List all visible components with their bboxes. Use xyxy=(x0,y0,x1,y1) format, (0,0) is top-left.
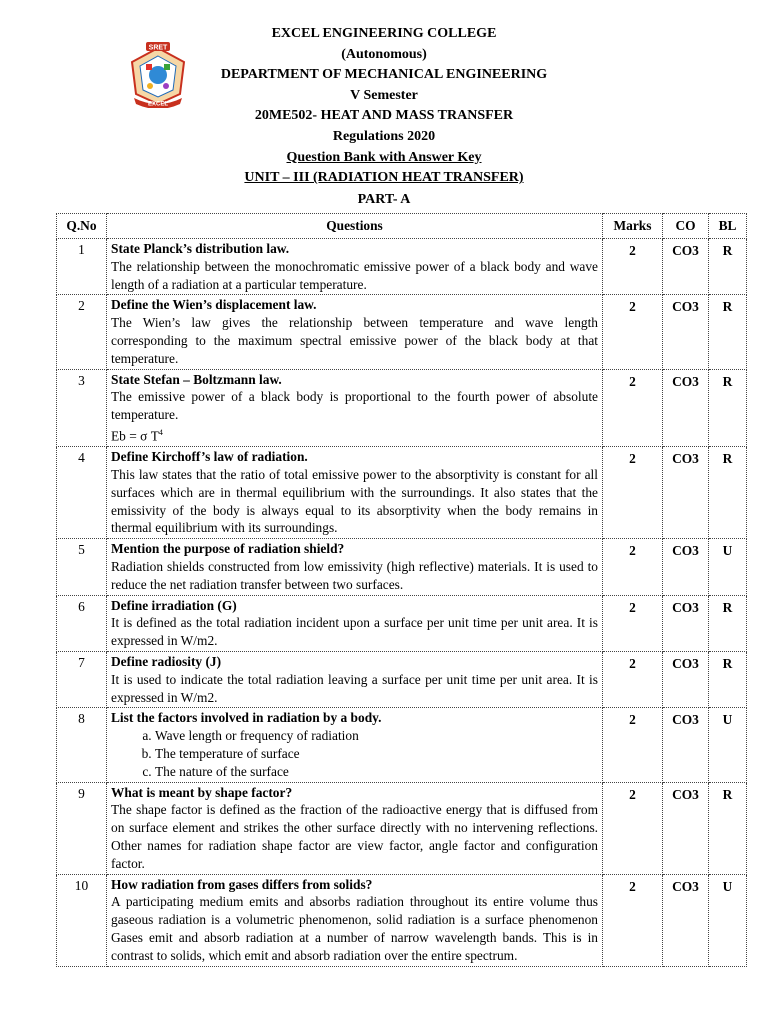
answer-text: Radiation shields constructed from low emissivity (high reflective) materials. It is used to reduce the net radiation transfer between two surfaces. xyxy=(111,559,598,592)
co-cell: CO3 xyxy=(663,295,709,369)
question-title: What is meant by shape factor? xyxy=(111,784,293,800)
bl-cell: U xyxy=(709,539,747,595)
question-title: Define irradiation (G) xyxy=(111,597,237,613)
unit-title: UNIT – III (RADIATION HEAT TRANSFER) xyxy=(244,170,524,186)
marks-cell: 2 xyxy=(603,708,663,782)
answer-text: The shape factor is defined as the fraction of the radioactive energy that is diffused from on surface element and strikes the other surface directly with no intervening reflections. Other names for radiation shape factor are view factor, angle factor and configuration factor. xyxy=(111,802,598,871)
co-cell: CO3 xyxy=(663,539,709,595)
list-item: c. The nature of the surface xyxy=(155,763,598,781)
qno-cell: 5 xyxy=(57,539,107,595)
co-cell: CO3 xyxy=(663,708,709,782)
marks-cell: 2 xyxy=(603,652,663,708)
co-cell: CO3 xyxy=(663,874,709,966)
qno-cell: 1 xyxy=(57,239,107,295)
qno-cell: 2 xyxy=(57,295,107,369)
qno-cell: 6 xyxy=(57,595,107,651)
qno-cell: 4 xyxy=(57,447,107,539)
table-row xyxy=(57,595,747,651)
college-status: (Autonomous) xyxy=(341,46,427,62)
co-cell: CO3 xyxy=(663,369,709,447)
question-title: Mention the purpose of radiation shield? xyxy=(111,541,345,557)
logo-bottom-text: EXCEL xyxy=(147,101,169,108)
bl-cell: U xyxy=(709,708,747,782)
question-title: Define Kirchoff’s law of radiation. xyxy=(111,449,308,465)
college-name: EXCEL ENGINEERING COLLEGE xyxy=(271,26,497,41)
question-title: How radiation from gases differs from solids? xyxy=(111,876,373,892)
part-label: PART- A xyxy=(357,192,411,207)
table-row xyxy=(57,447,747,539)
formula-text: Eb = σ T xyxy=(111,428,159,444)
course-title: 20ME502- HEAT AND MASS TRANSFER xyxy=(254,108,514,124)
logo-top-text: SRET xyxy=(148,44,168,52)
table-row xyxy=(57,369,747,447)
table-row xyxy=(57,539,747,595)
bl-cell: R xyxy=(709,782,747,874)
semester: V Semester xyxy=(350,87,418,103)
co-cell: CO3 xyxy=(663,782,709,874)
answer-text: The emissive power of a black body is proportional to the fourth power of absolute temperature. xyxy=(111,389,598,423)
regulations: Regulations 2020 xyxy=(332,128,436,144)
department-name: DEPARTMENT OF MECHANICAL ENGINEERING xyxy=(220,67,548,83)
header-bl: BL xyxy=(709,214,747,239)
qno-cell: 10 xyxy=(57,874,107,966)
qno-cell: 9 xyxy=(57,782,107,874)
table-row xyxy=(57,295,747,369)
co-cell: CO3 xyxy=(663,595,709,651)
table-row xyxy=(57,652,747,708)
qno-cell: 3 xyxy=(57,369,107,447)
document-type: Question Bank with Answer Key xyxy=(286,149,482,165)
question-title: Define the Wien’s displacement law. xyxy=(111,297,317,313)
table-row xyxy=(57,239,747,295)
table-row xyxy=(57,782,747,874)
answer-text: This law states that the ratio of total emissive power to the absorptivity is constant for all surfaces which are in thermal equilibrium with the surroundings. It also states that the emissivity of the body is always equal to its absorptivity when the body remains in thermal equilibrium with its surroundings. xyxy=(111,467,598,536)
co-cell: CO3 xyxy=(663,652,709,708)
bl-cell: U xyxy=(709,874,747,966)
bl-cell: R xyxy=(709,369,747,447)
list-item: a. Wave length or frequency of radiation xyxy=(155,727,598,745)
list-item: b. The temperature of surface xyxy=(155,745,598,763)
qno-cell: 8 xyxy=(57,708,107,782)
marks-cell: 2 xyxy=(603,295,663,369)
bl-cell: R xyxy=(709,447,747,539)
marks-cell: 2 xyxy=(603,447,663,539)
formula xyxy=(111,424,598,445)
table-header-row xyxy=(57,214,747,239)
table-row xyxy=(57,708,747,782)
answer-text: The Wien’s law gives the relationship between temperature and wave length corresponding to the maximum spectral emissive power of the black body at that temperature. xyxy=(111,315,598,366)
marks-cell: 2 xyxy=(603,239,663,295)
formula-exponent: 4 xyxy=(158,427,163,437)
qno-cell: 7 xyxy=(57,652,107,708)
bl-cell: R xyxy=(709,652,747,708)
question-table xyxy=(56,213,747,967)
bl-cell: R xyxy=(709,295,747,369)
header-co: CO xyxy=(663,214,709,239)
question-title: List the factors involved in radiation by a body. xyxy=(111,710,382,726)
marks-cell: 2 xyxy=(603,369,663,447)
co-cell: CO3 xyxy=(663,239,709,295)
marks-cell: 2 xyxy=(603,595,663,651)
answer-text: A participating medium emits and absorbs radiation throughout its entire volume thus gaseous radiation is a volumetric phenomenon, solid radiation is a surface phenomenon Gases emit and absorb radiation at a number of narrow wavelength bands. This is in contrast to solids, which emit and absorb radiation over the entire spectrum. xyxy=(111,894,598,963)
bl-cell: R xyxy=(709,239,747,295)
question-title: State Planck’s distribution law. xyxy=(111,241,290,256)
answer-text: It is defined as the total radiation incident upon a surface per unit time per unit area. It is expressed in W/m2. xyxy=(111,615,598,649)
marks-cell: 2 xyxy=(603,874,663,966)
question-title: State Stefan – Boltzmann law. xyxy=(111,371,282,387)
factor-list xyxy=(111,727,598,780)
answer-text: It is used to indicate the total radiation leaving a surface per unit time per unit area. It is expressed in W/m2. xyxy=(111,671,598,705)
marks-cell: 2 xyxy=(603,782,663,874)
question-title: Define radiosity (J) xyxy=(111,654,222,669)
header-marks: Marks xyxy=(603,214,663,239)
answer-text: The relationship between the monochromatic emissive power of a black body and wave length of a radiation at a particular temperature. xyxy=(111,258,598,292)
header-qno: Q.No xyxy=(57,214,107,239)
table-row xyxy=(57,874,747,966)
header-questions: Questions xyxy=(107,214,603,239)
marks-cell: 2 xyxy=(603,539,663,595)
co-cell: CO3 xyxy=(663,447,709,539)
bl-cell: R xyxy=(709,595,747,651)
document-header xyxy=(0,24,768,189)
